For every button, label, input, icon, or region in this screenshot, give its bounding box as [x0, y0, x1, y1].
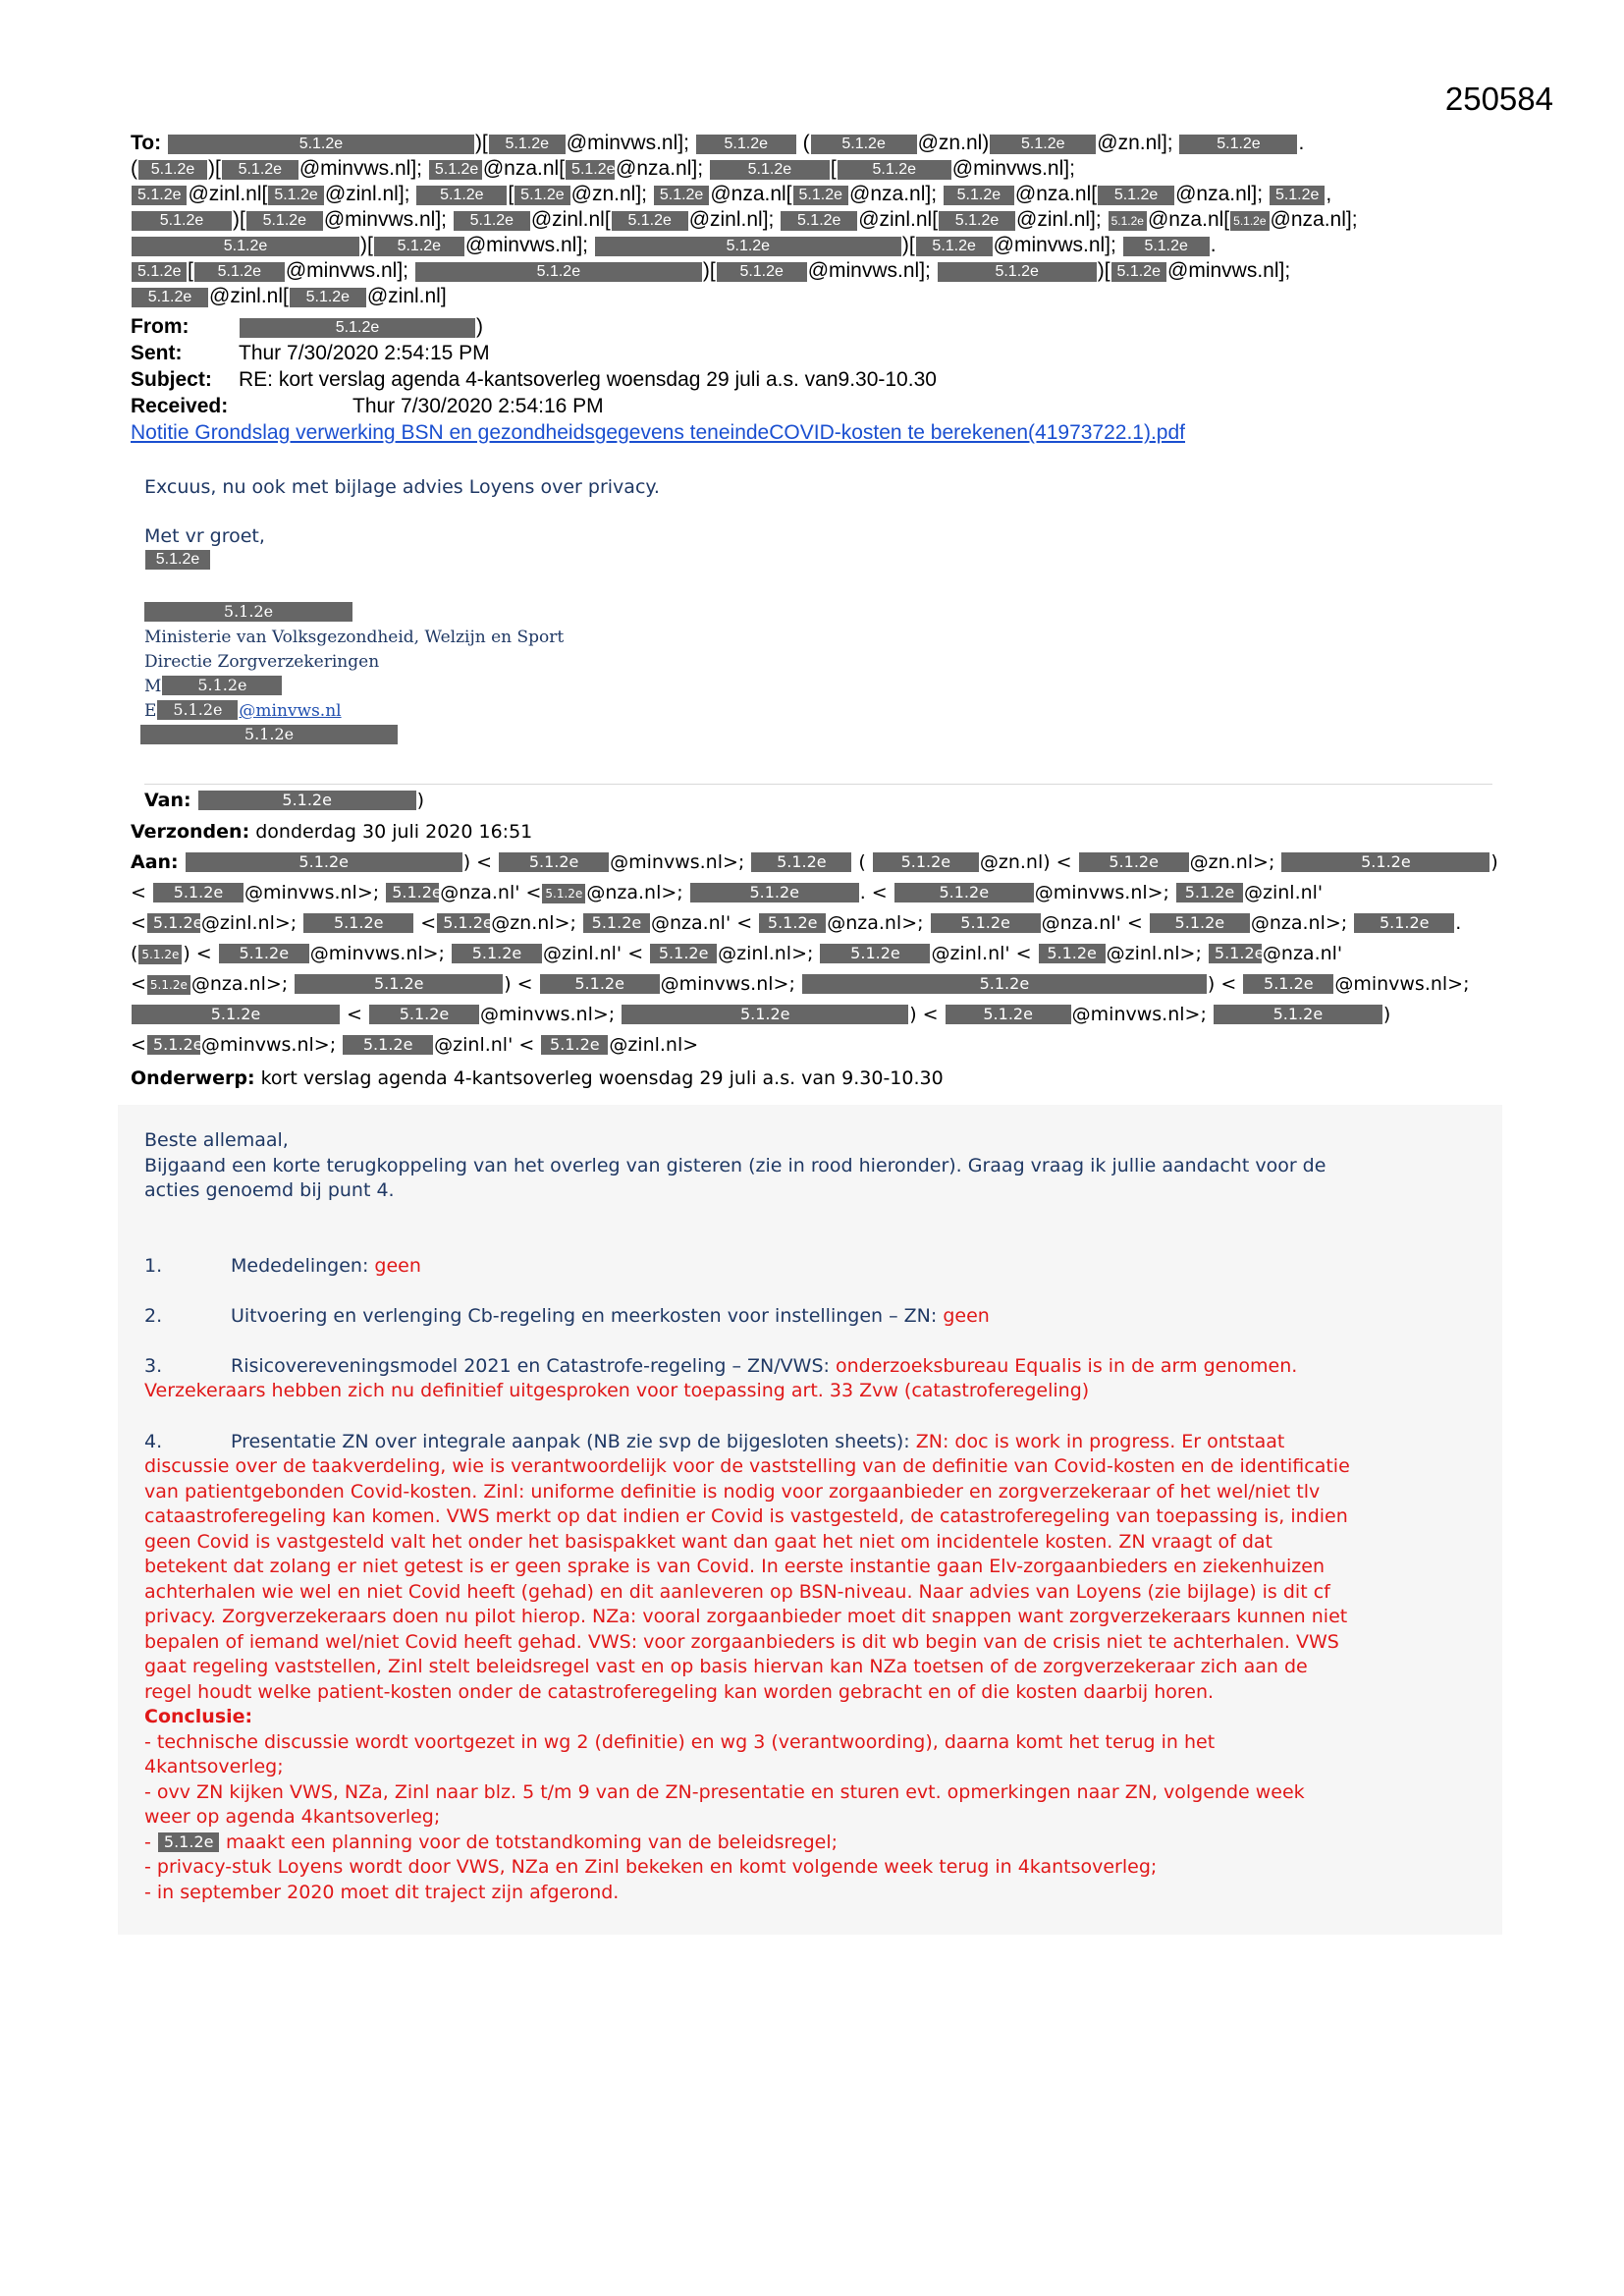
note-line: discussie over de taakverdeling, wie is verantwoordelijk voor de vaststelling van de definitie van Covid-kosten en de identificatie: [144, 1455, 1350, 1477]
redaction-box: 5.1.2e: [820, 944, 930, 963]
item-note: geen: [374, 1255, 421, 1277]
redaction-box: 5.1.2e: [147, 1035, 200, 1055]
item-text: Risicovereveningsmodel 2021 en Catastrofe-regeling – ZN/VWS:: [231, 1355, 836, 1377]
sent-label: Sent:: [131, 342, 183, 364]
conclusie-line: - privacy-stuk Loyens wordt door VWS, NZa en Zinl bekeken en komt volgende week terug in 4kantsoverleg;: [144, 1856, 1158, 1878]
aan-line: ( 5.1.2e ) < 5.1.2e @minvws.nl>; 5.1.2e @zinl.nl' < 5.1.2e @zinl.nl>; 5.1.2e @zinl.nl' < 5.1.2e @zinl.nl>; 5.1.2e@nza.nl': [131, 943, 1343, 964]
redaction-box: 5.1.2e: [489, 135, 566, 154]
subject-row: [131, 367, 937, 393]
conclusie-line: 4kantsoverleg;: [144, 1756, 284, 1777]
redaction-box: 5.1.2e: [186, 852, 462, 872]
note-line: betekent dat zolang er niet getest is er geen sprake is van Covid. In eerste instantie gaan Elv-zorgaanbieders en ziekenhuizen: [144, 1556, 1325, 1577]
redaction-box: 5.1.2e: [542, 884, 585, 903]
redaction-box: 5.1.2e: [416, 186, 507, 205]
message-intro-2: acties genoemd bij punt 4.: [144, 1179, 395, 1201]
redaction-box: 5.1.2e: [811, 135, 917, 154]
note-line: geen Covid is vastgesteld valt het onder het basispakket want dan gaat het niet om incidentele kosten. ZN vraagt of dat: [144, 1530, 1272, 1553]
redaction-box: 5.1.2e: [268, 186, 323, 205]
redaction-box: 5.1.2e: [132, 237, 359, 256]
to-line: 5.1.2e @zinl.nl[ 5.1.2e @zinl.nl]; 5.1.2e [ 5.1.2e @zn.nl]; 5.1.2e @nza.nl[ 5.1.2e @nza.nl]; 5.1.2e @nza.nl[ 5.1.2e @nza.nl]; 5.1.2e ,: [131, 182, 1505, 207]
agenda-item-4: [144, 1430, 1489, 1455]
signature-email-link[interactable]: @minvws.nl: [239, 701, 342, 721]
note-line: regel houdt welke patient-kosten onder de catastroferegeling kan worden gebracht en of die kosten daarbij horen.: [144, 1680, 1215, 1703]
item-text: Uitvoering en verlenging Cb-regeling en meerkosten voor instellingen – ZN:: [231, 1305, 944, 1327]
verzonden-value: donderdag 30 juli 2020 16:51: [255, 821, 533, 843]
conclusie-label: Conclusie:: [144, 1706, 253, 1727]
note-line: bepalen of iemand wel/niet Covid heeft gehad. VWS: voor zorgaanbieders is dit wb begin van de crisis niet te achterhalen. VWS: [144, 1630, 1339, 1653]
to-recipients: [131, 131, 1505, 309]
redaction-box: 5.1.2e: [1270, 186, 1325, 205]
note-line: privacy. Zorgverzekeraars doen nu pilot hierop. NZa: vooral zorgaanbieder moet dit snappen want zorgverzekeraars kunnen niet: [144, 1606, 1348, 1627]
redaction-box: 5.1.2e: [595, 237, 901, 256]
redaction-box: 5.1.2e: [147, 913, 200, 933]
redaction-box: 5.1.2e: [168, 135, 474, 154]
reply-line: Excuus, nu ook met bijlage advies Loyens over privacy.: [144, 476, 660, 498]
received-label: Received:: [131, 395, 229, 417]
email-prefix: E: [144, 701, 157, 721]
redaction-box: 5.1.2e: [138, 160, 207, 180]
aan-line: < 5.1.2e @minvws.nl>; 5.1.2e@nza.nl' < 5.1.2e @nza.nl>; 5.1.2e . < 5.1.2e @minvws.nl>; 5.1.2e @zinl.nl': [131, 882, 1324, 903]
redaction-box: 5.1.2e: [1281, 852, 1489, 872]
verzonden-label: Verzonden:: [131, 821, 250, 843]
redaction-box: 5.1.2e: [894, 883, 1034, 902]
agenda-item-2: [144, 1304, 1489, 1330]
redaction-box: 5.1.2e: [802, 974, 1207, 994]
mobile-prefix: M: [144, 677, 162, 696]
redaction-box: 5.1.2e: [132, 186, 187, 205]
signature-directorate: Directie Zorgverzekeringen: [144, 652, 380, 672]
item-number: 3.: [144, 1355, 163, 1377]
note-line: achterhalen wie wel en niet Covid heeft (gehad) en dit aanleveren op BSN-niveau. Naar advies van Loyens (zie bijlage) is dit cf: [144, 1580, 1330, 1603]
note-line: van patientgebonden Covid-kosten. Zinl: uniforme definitie is nodig voor zorgaanbieder en zorgverzekeraar of het wel/niet tlv: [144, 1480, 1321, 1503]
item-note: ZN: doc is work in progress. Er ontstaat: [915, 1431, 1285, 1452]
item-note: onderzoeksbureau Equalis is in de arm genomen.: [835, 1355, 1298, 1377]
redaction-box: 5.1.2e: [158, 1832, 219, 1852]
note-line: cataastroferegeling kan komen. VWS merkt op dat indien er Covid is vastgesteld, de catastroferegeling van toepassing is, indien: [144, 1505, 1348, 1527]
redaction-box: 5.1.2e: [622, 1005, 908, 1024]
redaction-box: 5.1.2e: [132, 288, 208, 307]
conclusie-line: - technische discussie wordt voortgezet in wg 2 (definitie) en wg 3 (verantwoording), daarna komt het terug in het: [144, 1730, 1216, 1753]
document-number: 250584: [1444, 81, 1553, 117]
redaction-box: 5.1.2e: [710, 160, 830, 180]
conclusie-line: weer op agenda 4kantsoverleg;: [144, 1806, 441, 1828]
signature-extra: [144, 724, 564, 748]
aan-line: < 5.1.2e@zinl.nl>; 5.1.2e < 5.1.2e@zn.nl>; 5.1.2e @nza.nl' < 5.1.2e @nza.nl>; 5.1.2e @nza.nl' < 5.1.2e @nza.nl>; 5.1.2e .: [131, 912, 1462, 934]
redaction-box: 5.1.2e: [696, 135, 796, 154]
redaction-box: 5.1.2e: [132, 211, 232, 231]
redaction-box: 5.1.2e: [1123, 237, 1210, 256]
redaction-box: 5.1.2e: [240, 318, 475, 338]
redaction-box: 5.1.2e: [612, 211, 688, 231]
divider: [144, 784, 1492, 785]
redaction-box: 5.1.2e: [222, 160, 298, 180]
van-row: Van: 5.1.2e ): [144, 790, 425, 811]
redaction-box: 5.1.2e: [452, 944, 542, 963]
redaction-box: 5.1.2e: [1150, 913, 1250, 933]
forwarded-header: [144, 786, 424, 816]
redaction-box: 5.1.2e: [499, 852, 609, 872]
redaction-box: 5.1.2e: [650, 944, 717, 963]
redaction-box: 5.1.2e: [1098, 186, 1174, 205]
redaction-box: 5.1.2e: [690, 883, 859, 902]
redaction-box: 5.1.2e: [793, 186, 848, 205]
redaction-box: 5.1.2e: [1354, 913, 1454, 933]
redaction-box: 5.1.2e: [717, 262, 807, 282]
redaction-box: 5.1.2e: [1209, 944, 1262, 963]
signature-name: [144, 601, 564, 626]
redaction-box: 5.1.2e: [1079, 852, 1189, 872]
redaction-box: 5.1.2e: [873, 852, 979, 872]
redaction-box: 5.1.2e: [1111, 262, 1166, 282]
item-note: geen: [943, 1305, 990, 1327]
redaction-box: 5.1.2e: [1214, 1005, 1382, 1024]
redaction-box: 5.1.2e: [1179, 135, 1297, 154]
item-text: Mededelingen:: [231, 1255, 375, 1277]
redaction-box: 5.1.2e: [1109, 211, 1147, 231]
redaction-box: 5.1.2e: [374, 237, 464, 256]
to-line: ( 5.1.2e )[ 5.1.2e @minvws.nl]; 5.1.2e @nza.nl[ 5.1.2e@nza.nl]; 5.1.2e [ 5.1.2e @minvws.nl];: [131, 157, 1075, 180]
aan-line: 5.1.2e < 5.1.2e @minvws.nl>; 5.1.2e ) < 5.1.2e @minvws.nl>; 5.1.2e ): [131, 1000, 1505, 1030]
signature-mobile: [144, 675, 564, 699]
redaction-box: 5.1.2e: [566, 160, 615, 180]
aan-line: < 5.1.2e@minvws.nl>; 5.1.2e @zinl.nl' < 5.1.2e @zinl.nl>: [131, 1034, 699, 1056]
redaction-box: 5.1.2e: [990, 135, 1096, 154]
subject-label: Subject:: [131, 368, 212, 391]
redaction-box: 5.1.2e: [157, 700, 238, 720]
redaction-box: 5.1.2e: [303, 913, 413, 933]
redaction-box: 5.1.2e: [429, 160, 482, 180]
signature: [144, 601, 564, 748]
conclusie-line: - ovv ZN kijken VWS, NZa, Zinl naar blz. 5 t/m 9 van de ZN-presentatie en sturen evt. opmerkingen naar ZN, volgende week: [144, 1780, 1305, 1803]
redaction-box: 5.1.2e: [246, 211, 323, 231]
redaction-box: 5.1.2e: [944, 186, 1014, 205]
to-line: 5.1.2e )[ 5.1.2e @minvws.nl]; 5.1.2e @zinl.nl[ 5.1.2e @zinl.nl]; 5.1.2e @zinl.nl[ 5.1.2e @zinl.nl]; 5.1.2e @nza.nl[ 5.1.2e @nza.nl];: [131, 207, 1505, 233]
to-line: 5.1.2e )[ 5.1.2e @minvws.nl]; 5.1.2e )[ 5.1.2e @minvws.nl]; 5.1.2e .: [131, 233, 1505, 258]
redaction-box: 5.1.2e: [198, 791, 416, 810]
redaction-box: 5.1.2e: [1039, 944, 1106, 963]
agenda-item-1: [144, 1254, 1489, 1280]
to-label: To:: [131, 132, 162, 154]
agenda-item-4-note: [144, 1454, 1489, 1905]
redaction-box: 5.1.2e: [147, 975, 190, 995]
redaction-box: 5.1.2e: [939, 211, 1015, 231]
item-number: 1.: [144, 1255, 163, 1277]
verzonden-row: [131, 817, 532, 847]
attachment-link[interactable]: Notitie Grondslag verwerking BSN en gezondheidsgegevens teneindeCOVID-kosten te berekenen(41973722.1).pdf: [131, 421, 1186, 444]
redaction-box: 5.1.2e: [1230, 211, 1269, 231]
redaction-box: 5.1.2e: [916, 237, 993, 256]
item-number: 4.: [144, 1431, 163, 1452]
sender-name-redaction: [144, 550, 211, 570]
signature-email: [144, 699, 564, 724]
redaction-box: 5.1.2e: [838, 160, 951, 180]
received-value: Thur 7/30/2020 2:54:16 PM: [352, 395, 604, 417]
redaction-box: 5.1.2e: [514, 186, 569, 205]
redaction-box: 5.1.2e: [654, 186, 709, 205]
signature-ministry: Ministerie van Volksgezondheid, Welzijn en Sport: [144, 628, 565, 647]
aan-label: Aan:: [131, 851, 179, 873]
aan-line: < 5.1.2e @nza.nl>; 5.1.2e ) < 5.1.2e @minvws.nl>; 5.1.2e ) < 5.1.2e @minvws.nl>;: [131, 973, 1470, 995]
note-line: gaat regeling vaststellen, Zinl stelt beleidsregel vast en op basis hiervan kan NZa toetsen of de zorgverzekeraar zich aan de: [144, 1656, 1308, 1677]
sent-value: Thur 7/30/2020 2:54:15 PM: [239, 342, 490, 364]
redaction-box: 5.1.2e: [946, 1005, 1071, 1024]
redaction-box: 5.1.2e: [343, 1035, 433, 1055]
redaction-box: 5.1.2e: [751, 852, 851, 872]
redaction-box: 5.1.2e: [415, 262, 702, 282]
redaction-box: 5.1.2e: [540, 974, 660, 994]
redaction-box: 5.1.2e: [541, 1035, 608, 1055]
sent-row: [131, 341, 490, 366]
redaction-box: 5.1.2e: [144, 602, 352, 622]
item-text: Presentatie ZN over integrale aanpak (NB zie svp de bijgesloten sheets):: [231, 1431, 916, 1452]
item-number: 2.: [144, 1305, 163, 1327]
redaction-box: 5.1.2e: [759, 913, 826, 933]
from-row: From: 5.1.2e ): [131, 315, 483, 338]
to-line: 5.1.2e [ 5.1.2e @minvws.nl]; 5.1.2e )[ 5.1.2e @minvws.nl]; 5.1.2e )[ 5.1.2e @minvws.nl];: [131, 258, 1505, 284]
redaction-box: 5.1.2e: [132, 262, 187, 282]
conclusie-line-text: maakt een planning voor de totstandkoming van de beleidsregel;: [225, 1831, 839, 1853]
agenda-item-3-continued: Verzekeraars hebben zich nu definitief uitgesproken voor toepassing art. 33 Zvw (catastroferegeling): [144, 1380, 1090, 1401]
van-label: Van:: [144, 790, 191, 811]
redaction-box: 5.1.2e: [369, 1005, 479, 1024]
redaction-box: 5.1.2e: [583, 913, 650, 933]
aan-recipients: [131, 847, 1505, 1061]
redaction-box: 5.1.2e: [1176, 883, 1243, 902]
redaction-box: 5.1.2e: [931, 913, 1041, 933]
agenda-item-3: [144, 1354, 1489, 1380]
redaction-box: 5.1.2e: [386, 883, 439, 902]
redaction-box: 5.1.2e: [938, 262, 1097, 282]
redaction-box: 5.1.2e: [454, 211, 530, 231]
message-intro-1: Bijgaand een korte terugkoppeling van het overleg van gisteren (zie in rood hieronder). Graag vraag ik jullie aandacht voor de: [144, 1155, 1326, 1176]
redaction-box: 5.1.2e: [1243, 974, 1333, 994]
redaction-box: 5.1.2e: [145, 550, 210, 570]
redaction-box: 5.1.2e: [194, 262, 285, 282]
redaction-box: 5.1.2e: [140, 725, 398, 744]
to-line: To: 5.1.2e )[ 5.1.2e @minvws.nl]; 5.1.2e ( 5.1.2e @zn.nl) 5.1.2e @zn.nl]; 5.1.2e .: [131, 132, 1305, 154]
from-label: From:: [131, 315, 189, 338]
to-line: 5.1.2e @zinl.nl[ 5.1.2e @zinl.nl]: [131, 284, 1505, 309]
redaction-box: 5.1.2e: [781, 211, 857, 231]
onderwerp-label: Onderwerp:: [131, 1067, 255, 1089]
redaction-box: 5.1.2e: [153, 883, 244, 902]
subject-value: RE: kort verslag agenda 4-kantsoverleg woensdag 29 juli a.s. van9.30-10.30: [239, 368, 937, 391]
redaction-box: 5.1.2e: [162, 676, 282, 695]
redaction-box: 5.1.2e: [219, 944, 309, 963]
redaction-box: 5.1.2e: [138, 945, 182, 964]
received-row: [131, 394, 604, 419]
aan-line: Aan: 5.1.2e ) < 5.1.2e @minvws.nl>; 5.1.2e ( 5.1.2e @zn.nl) < 5.1.2e @zn.nl>; 5.1.2e ): [131, 851, 1498, 873]
onderwerp-row: [131, 1064, 944, 1094]
reply-greeting: Met vr groet,: [144, 525, 265, 547]
onderwerp-value: kort verslag agenda 4-kantsoverleg woensdag 29 juli a.s. van 9.30-10.30: [260, 1067, 944, 1089]
conclusie-line: - in september 2020 moet dit traject zijn afgerond.: [144, 1881, 620, 1903]
redaction-box: 5.1.2e: [295, 974, 503, 994]
redaction-box: 5.1.2e: [132, 1005, 340, 1024]
conclusie-line: - 5.1.2e maakt een planning voor de totstandkoming van de beleidsregel;: [144, 1831, 839, 1853]
redaction-box: 5.1.2e: [437, 913, 490, 933]
message-greeting: Beste allemaal,: [144, 1129, 289, 1151]
redaction-box: 5.1.2e: [290, 288, 366, 307]
